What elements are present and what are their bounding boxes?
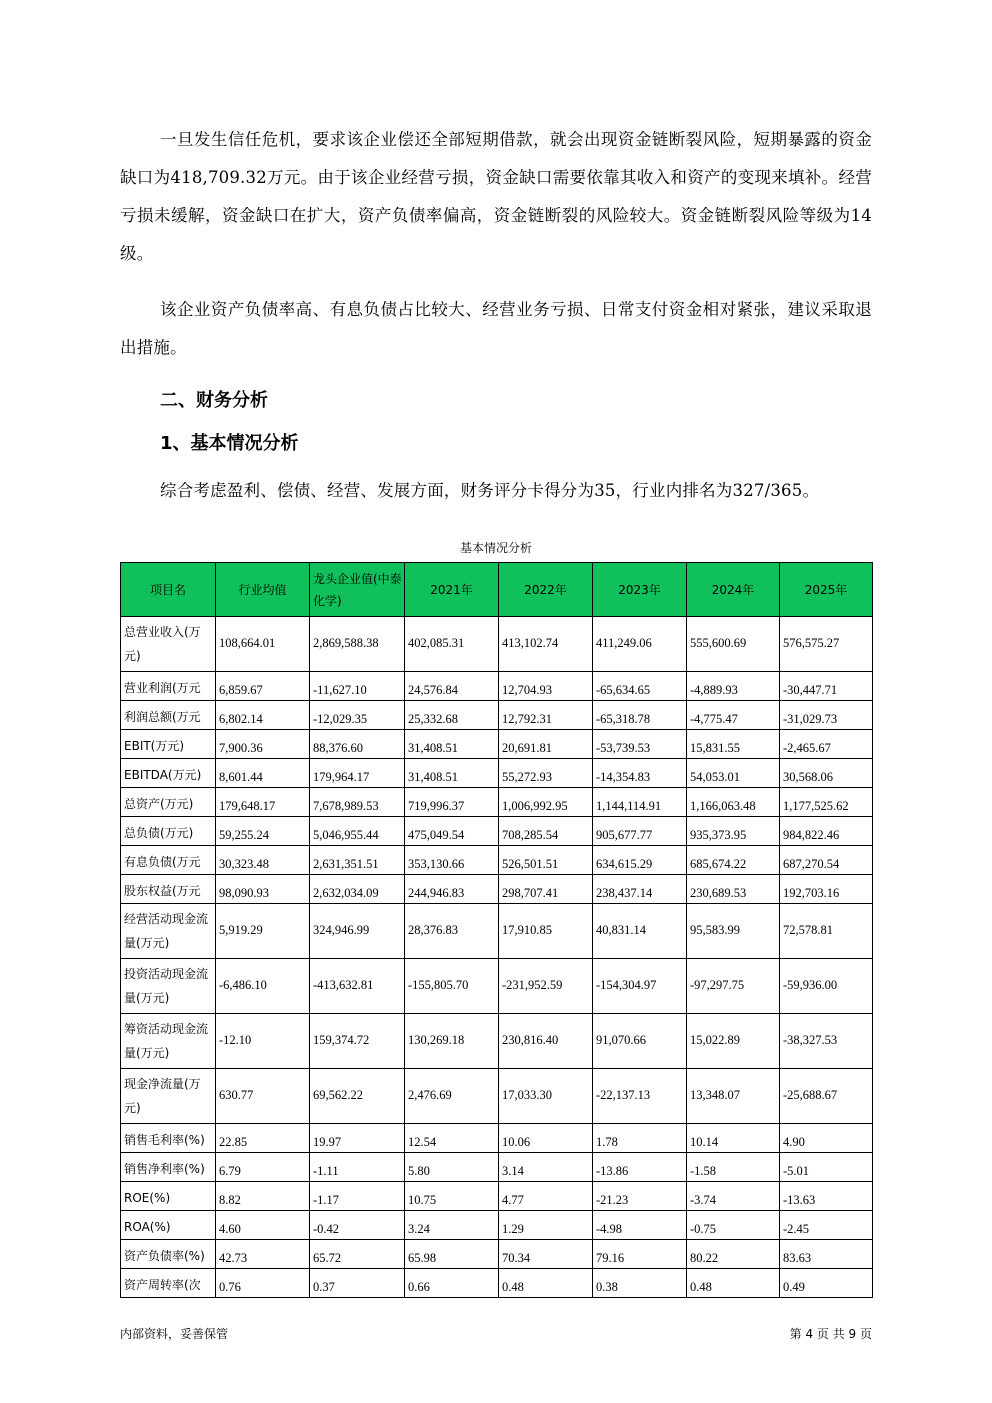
table-cell: 20,691.81 bbox=[499, 730, 593, 759]
table-cell: 687,270.54 bbox=[780, 846, 873, 875]
table-row bbox=[121, 1014, 873, 1069]
table-cell: 708,285.54 bbox=[499, 817, 593, 846]
table-cell: 0.38 bbox=[593, 1269, 687, 1298]
header-industry-average: 行业均值 bbox=[216, 563, 310, 617]
table-cell: 526,501.51 bbox=[499, 846, 593, 875]
table-row bbox=[121, 730, 873, 759]
table-row bbox=[121, 1069, 873, 1124]
table-cell: -12.10 bbox=[216, 1014, 310, 1069]
table-cell: 2,631,351.51 bbox=[310, 846, 405, 875]
table-cell: 30,568.06 bbox=[780, 759, 873, 788]
table-cell: 15,831.55 bbox=[687, 730, 780, 759]
row-label: 总资产(万元) bbox=[121, 788, 216, 817]
table-row bbox=[121, 672, 873, 701]
table-cell: 244,946.83 bbox=[405, 875, 499, 904]
table-row bbox=[121, 1240, 873, 1269]
header-year-2022: 2022年 bbox=[499, 563, 593, 617]
table-cell: 1,166,063.48 bbox=[687, 788, 780, 817]
table-cell: 0.76 bbox=[216, 1269, 310, 1298]
table-cell: 0.49 bbox=[780, 1269, 873, 1298]
table-cell: 15,022.89 bbox=[687, 1014, 780, 1069]
table-cell: 10.14 bbox=[687, 1124, 780, 1153]
table-cell: 6,802.14 bbox=[216, 701, 310, 730]
table-cell: 95,583.99 bbox=[687, 904, 780, 959]
paragraph-funding-gap: 一旦发生信任危机，要求该企业偿还全部短期借款，就会出现资金链断裂风险，短期暴露的资金缺口为418,709.32万元。由于该企业经营亏损，资金缺口需要依靠其收入和资产的变现来填补。经营亏损未缓解，资金缺口在扩大，资产负债率偏高，资金链断裂的风险较大。资金链断裂风险等级为14级。 bbox=[120, 130, 872, 263]
row-label: 经营活动现金流量(万元) bbox=[121, 904, 216, 959]
table-cell: 634,615.29 bbox=[593, 846, 687, 875]
table-cell: -25,688.67 bbox=[780, 1069, 873, 1124]
footer-confidential-note: 内部资料，妥善保管 bbox=[120, 1327, 229, 1341]
table-cell: 555,600.69 bbox=[687, 617, 780, 672]
table-cell: 5,919.29 bbox=[216, 904, 310, 959]
table-cell: 25,332.68 bbox=[405, 701, 499, 730]
table-cell: -1.11 bbox=[310, 1153, 405, 1182]
row-label: 销售毛利率(%) bbox=[121, 1124, 216, 1153]
table-cell: 413,102.74 bbox=[499, 617, 593, 672]
table-cell: 4.90 bbox=[780, 1124, 873, 1153]
table-cell: 0.37 bbox=[310, 1269, 405, 1298]
table-cell: 1,006,992.95 bbox=[499, 788, 593, 817]
table-cell: -38,327.53 bbox=[780, 1014, 873, 1069]
table-cell: 179,648.17 bbox=[216, 788, 310, 817]
table-cell: 4.77 bbox=[499, 1182, 593, 1211]
row-label: ROA(%) bbox=[121, 1211, 216, 1240]
table-row bbox=[121, 875, 873, 904]
table-cell: 2,476.69 bbox=[405, 1069, 499, 1124]
basic-analysis-table bbox=[120, 562, 873, 1298]
table-caption: 基本情况分析 bbox=[459, 541, 532, 555]
table-cell: -1.17 bbox=[310, 1182, 405, 1211]
table-cell: 91,070.66 bbox=[593, 1014, 687, 1069]
row-label: 资产周转率(次 bbox=[121, 1269, 216, 1298]
table-cell: 28,376.83 bbox=[405, 904, 499, 959]
table-cell: 31,408.51 bbox=[405, 759, 499, 788]
table-cell: 8,601.44 bbox=[216, 759, 310, 788]
row-label: 总负债(万元) bbox=[121, 817, 216, 846]
table-row bbox=[121, 1211, 873, 1240]
table-cell: 1.29 bbox=[499, 1211, 593, 1240]
table-cell: -65,318.78 bbox=[593, 701, 687, 730]
row-label: EBITDA(万元) bbox=[121, 759, 216, 788]
table-cell: 935,373.95 bbox=[687, 817, 780, 846]
table-cell: 24,576.84 bbox=[405, 672, 499, 701]
header-year-2025: 2025年 bbox=[780, 563, 873, 617]
table-row bbox=[121, 701, 873, 730]
table-cell: 130,269.18 bbox=[405, 1014, 499, 1069]
table-row bbox=[121, 1182, 873, 1211]
table-cell: 298,707.41 bbox=[499, 875, 593, 904]
table-cell: 55,272.93 bbox=[499, 759, 593, 788]
table-cell: -0.75 bbox=[687, 1211, 780, 1240]
table-cell: 8.82 bbox=[216, 1182, 310, 1211]
table-row bbox=[121, 1269, 873, 1298]
table-cell: 630.77 bbox=[216, 1069, 310, 1124]
table-cell: 402,085.31 bbox=[405, 617, 499, 672]
table-cell: 192,703.16 bbox=[780, 875, 873, 904]
table-row bbox=[121, 1153, 873, 1182]
paragraph-score-summary: 综合考虑盈利、偿债、经营、发展方面，财务评分卡得分为35，行业内排名为327/365。 bbox=[160, 481, 820, 500]
table-cell: 238,437.14 bbox=[593, 875, 687, 904]
table-cell: -0.42 bbox=[310, 1211, 405, 1240]
table-cell: 17,910.85 bbox=[499, 904, 593, 959]
table-cell: 17,033.30 bbox=[499, 1069, 593, 1124]
table-cell: 1.78 bbox=[593, 1124, 687, 1153]
table-cell: 10.75 bbox=[405, 1182, 499, 1211]
row-label: 股东权益(万元 bbox=[121, 875, 216, 904]
table-cell: 576,575.27 bbox=[780, 617, 873, 672]
row-label: 有息负债(万元 bbox=[121, 846, 216, 875]
table-cell: 475,049.54 bbox=[405, 817, 499, 846]
table-cell: 7,678,989.53 bbox=[310, 788, 405, 817]
table-cell: 12,792.31 bbox=[499, 701, 593, 730]
table-cell: 179,964.17 bbox=[310, 759, 405, 788]
table-row bbox=[121, 1124, 873, 1153]
table-cell: -155,805.70 bbox=[405, 959, 499, 1014]
table-cell: -6,486.10 bbox=[216, 959, 310, 1014]
table-cell: 19.97 bbox=[310, 1124, 405, 1153]
table-row bbox=[121, 846, 873, 875]
table-cell: 685,674.22 bbox=[687, 846, 780, 875]
section-heading: 二、财务分析 bbox=[160, 390, 268, 411]
table-cell: 1,177,525.62 bbox=[780, 788, 873, 817]
table-cell: 72,578.81 bbox=[780, 904, 873, 959]
table-cell: 88,376.60 bbox=[310, 730, 405, 759]
table-cell: 159,374.72 bbox=[310, 1014, 405, 1069]
table-cell: 12,704.93 bbox=[499, 672, 593, 701]
table-cell: 54,053.01 bbox=[687, 759, 780, 788]
header-year-2024: 2024年 bbox=[687, 563, 780, 617]
table-cell: 98,090.93 bbox=[216, 875, 310, 904]
table-cell: 230,816.40 bbox=[499, 1014, 593, 1069]
table-header-row bbox=[121, 563, 873, 617]
table-cell: 324,946.99 bbox=[310, 904, 405, 959]
table-cell: 22.85 bbox=[216, 1124, 310, 1153]
table-cell: 5,046,955.44 bbox=[310, 817, 405, 846]
table-row bbox=[121, 959, 873, 1014]
table-cell: -59,936.00 bbox=[780, 959, 873, 1014]
table-cell: 30,323.48 bbox=[216, 846, 310, 875]
table-cell: 70.34 bbox=[499, 1240, 593, 1269]
table-cell: 31,408.51 bbox=[405, 730, 499, 759]
table-cell: 0.48 bbox=[499, 1269, 593, 1298]
table-cell: -30,447.71 bbox=[780, 672, 873, 701]
table-cell: -4.98 bbox=[593, 1211, 687, 1240]
table-cell: -13.86 bbox=[593, 1153, 687, 1182]
table-row bbox=[121, 617, 873, 672]
table-cell: 719,996.37 bbox=[405, 788, 499, 817]
table-cell: 65.98 bbox=[405, 1240, 499, 1269]
table-cell: 40,831.14 bbox=[593, 904, 687, 959]
table-cell: 79.16 bbox=[593, 1240, 687, 1269]
subsection-heading: 1、基本情况分析 bbox=[160, 433, 299, 454]
table-cell: -3.74 bbox=[687, 1182, 780, 1211]
table-cell: -2,465.67 bbox=[780, 730, 873, 759]
table-cell: 12.54 bbox=[405, 1124, 499, 1153]
table-cell: 42.73 bbox=[216, 1240, 310, 1269]
row-label: 资产负债率(%) bbox=[121, 1240, 216, 1269]
row-label: 总营业收入(万元) bbox=[121, 617, 216, 672]
row-label: 筹资活动现金流量(万元) bbox=[121, 1014, 216, 1069]
row-label: 投资活动现金流量(万元) bbox=[121, 959, 216, 1014]
table-body bbox=[121, 617, 873, 1298]
table-row bbox=[121, 759, 873, 788]
table-cell: 0.66 bbox=[405, 1269, 499, 1298]
table-cell: 5.80 bbox=[405, 1153, 499, 1182]
table-cell: 7,900.36 bbox=[216, 730, 310, 759]
table-cell: -154,304.97 bbox=[593, 959, 687, 1014]
table-cell: -13.63 bbox=[780, 1182, 873, 1211]
header-item-name: 项目名 bbox=[121, 563, 216, 617]
table-cell: 83.63 bbox=[780, 1240, 873, 1269]
table-cell: 13,348.07 bbox=[687, 1069, 780, 1124]
table-cell: -11,627.10 bbox=[310, 672, 405, 701]
table-cell: 1,144,114.91 bbox=[593, 788, 687, 817]
table-cell: -5.01 bbox=[780, 1153, 873, 1182]
table-cell: 65.72 bbox=[310, 1240, 405, 1269]
table-cell: 3.14 bbox=[499, 1153, 593, 1182]
table-cell: -53,739.53 bbox=[593, 730, 687, 759]
table-cell: 80.22 bbox=[687, 1240, 780, 1269]
table-cell: -231,952.59 bbox=[499, 959, 593, 1014]
table-cell: 411,249.06 bbox=[593, 617, 687, 672]
table-cell: -14,354.83 bbox=[593, 759, 687, 788]
table-cell: -21.23 bbox=[593, 1182, 687, 1211]
table-cell: 2,869,588.38 bbox=[310, 617, 405, 672]
table-cell: 10.06 bbox=[499, 1124, 593, 1153]
row-label: ROE(%) bbox=[121, 1182, 216, 1211]
table-cell: 2,632,034.09 bbox=[310, 875, 405, 904]
paragraph-recommendation: 该企业资产负债率高、有息负债占比较大、经营业务亏损、日常支付资金相对紧张，建议采取退出措施。 bbox=[120, 300, 872, 357]
table-cell: 3.24 bbox=[405, 1211, 499, 1240]
footer-page-number: 第 4 页 共 9 页 bbox=[789, 1327, 872, 1341]
header-leader-value: 龙头企业值(中泰化学) bbox=[310, 563, 405, 617]
table-cell: -31,029.73 bbox=[780, 701, 873, 730]
table-row bbox=[121, 788, 873, 817]
table-cell: -12,029.35 bbox=[310, 701, 405, 730]
table-cell: -2.45 bbox=[780, 1211, 873, 1240]
table-cell: 6,859.67 bbox=[216, 672, 310, 701]
table-cell: -4,775.47 bbox=[687, 701, 780, 730]
table-cell: 4.60 bbox=[216, 1211, 310, 1240]
table-cell: 59,255.24 bbox=[216, 817, 310, 846]
header-year-2021: 2021年 bbox=[405, 563, 499, 617]
table-cell: 6.79 bbox=[216, 1153, 310, 1182]
row-label: 利润总额(万元 bbox=[121, 701, 216, 730]
table-cell: -97,297.75 bbox=[687, 959, 780, 1014]
table-cell: 230,689.53 bbox=[687, 875, 780, 904]
header-year-2023: 2023年 bbox=[593, 563, 687, 617]
table-cell: 984,822.46 bbox=[780, 817, 873, 846]
table-cell: 69,562.22 bbox=[310, 1069, 405, 1124]
table-cell: 353,130.66 bbox=[405, 846, 499, 875]
row-label: 销售净利率(%) bbox=[121, 1153, 216, 1182]
table-row bbox=[121, 817, 873, 846]
table-cell: 905,677.77 bbox=[593, 817, 687, 846]
table-cell: -65,634.65 bbox=[593, 672, 687, 701]
table-cell: -22,137.13 bbox=[593, 1069, 687, 1124]
row-label: 营业利润(万元 bbox=[121, 672, 216, 701]
table-cell: -413,632.81 bbox=[310, 959, 405, 1014]
row-label: EBIT(万元) bbox=[121, 730, 216, 759]
table-cell: -4,889.93 bbox=[687, 672, 780, 701]
table-cell: 0.48 bbox=[687, 1269, 780, 1298]
row-label: 现金净流量(万元) bbox=[121, 1069, 216, 1124]
table-cell: 108,664.01 bbox=[216, 617, 310, 672]
table-row bbox=[121, 904, 873, 959]
table-cell: -1.58 bbox=[687, 1153, 780, 1182]
